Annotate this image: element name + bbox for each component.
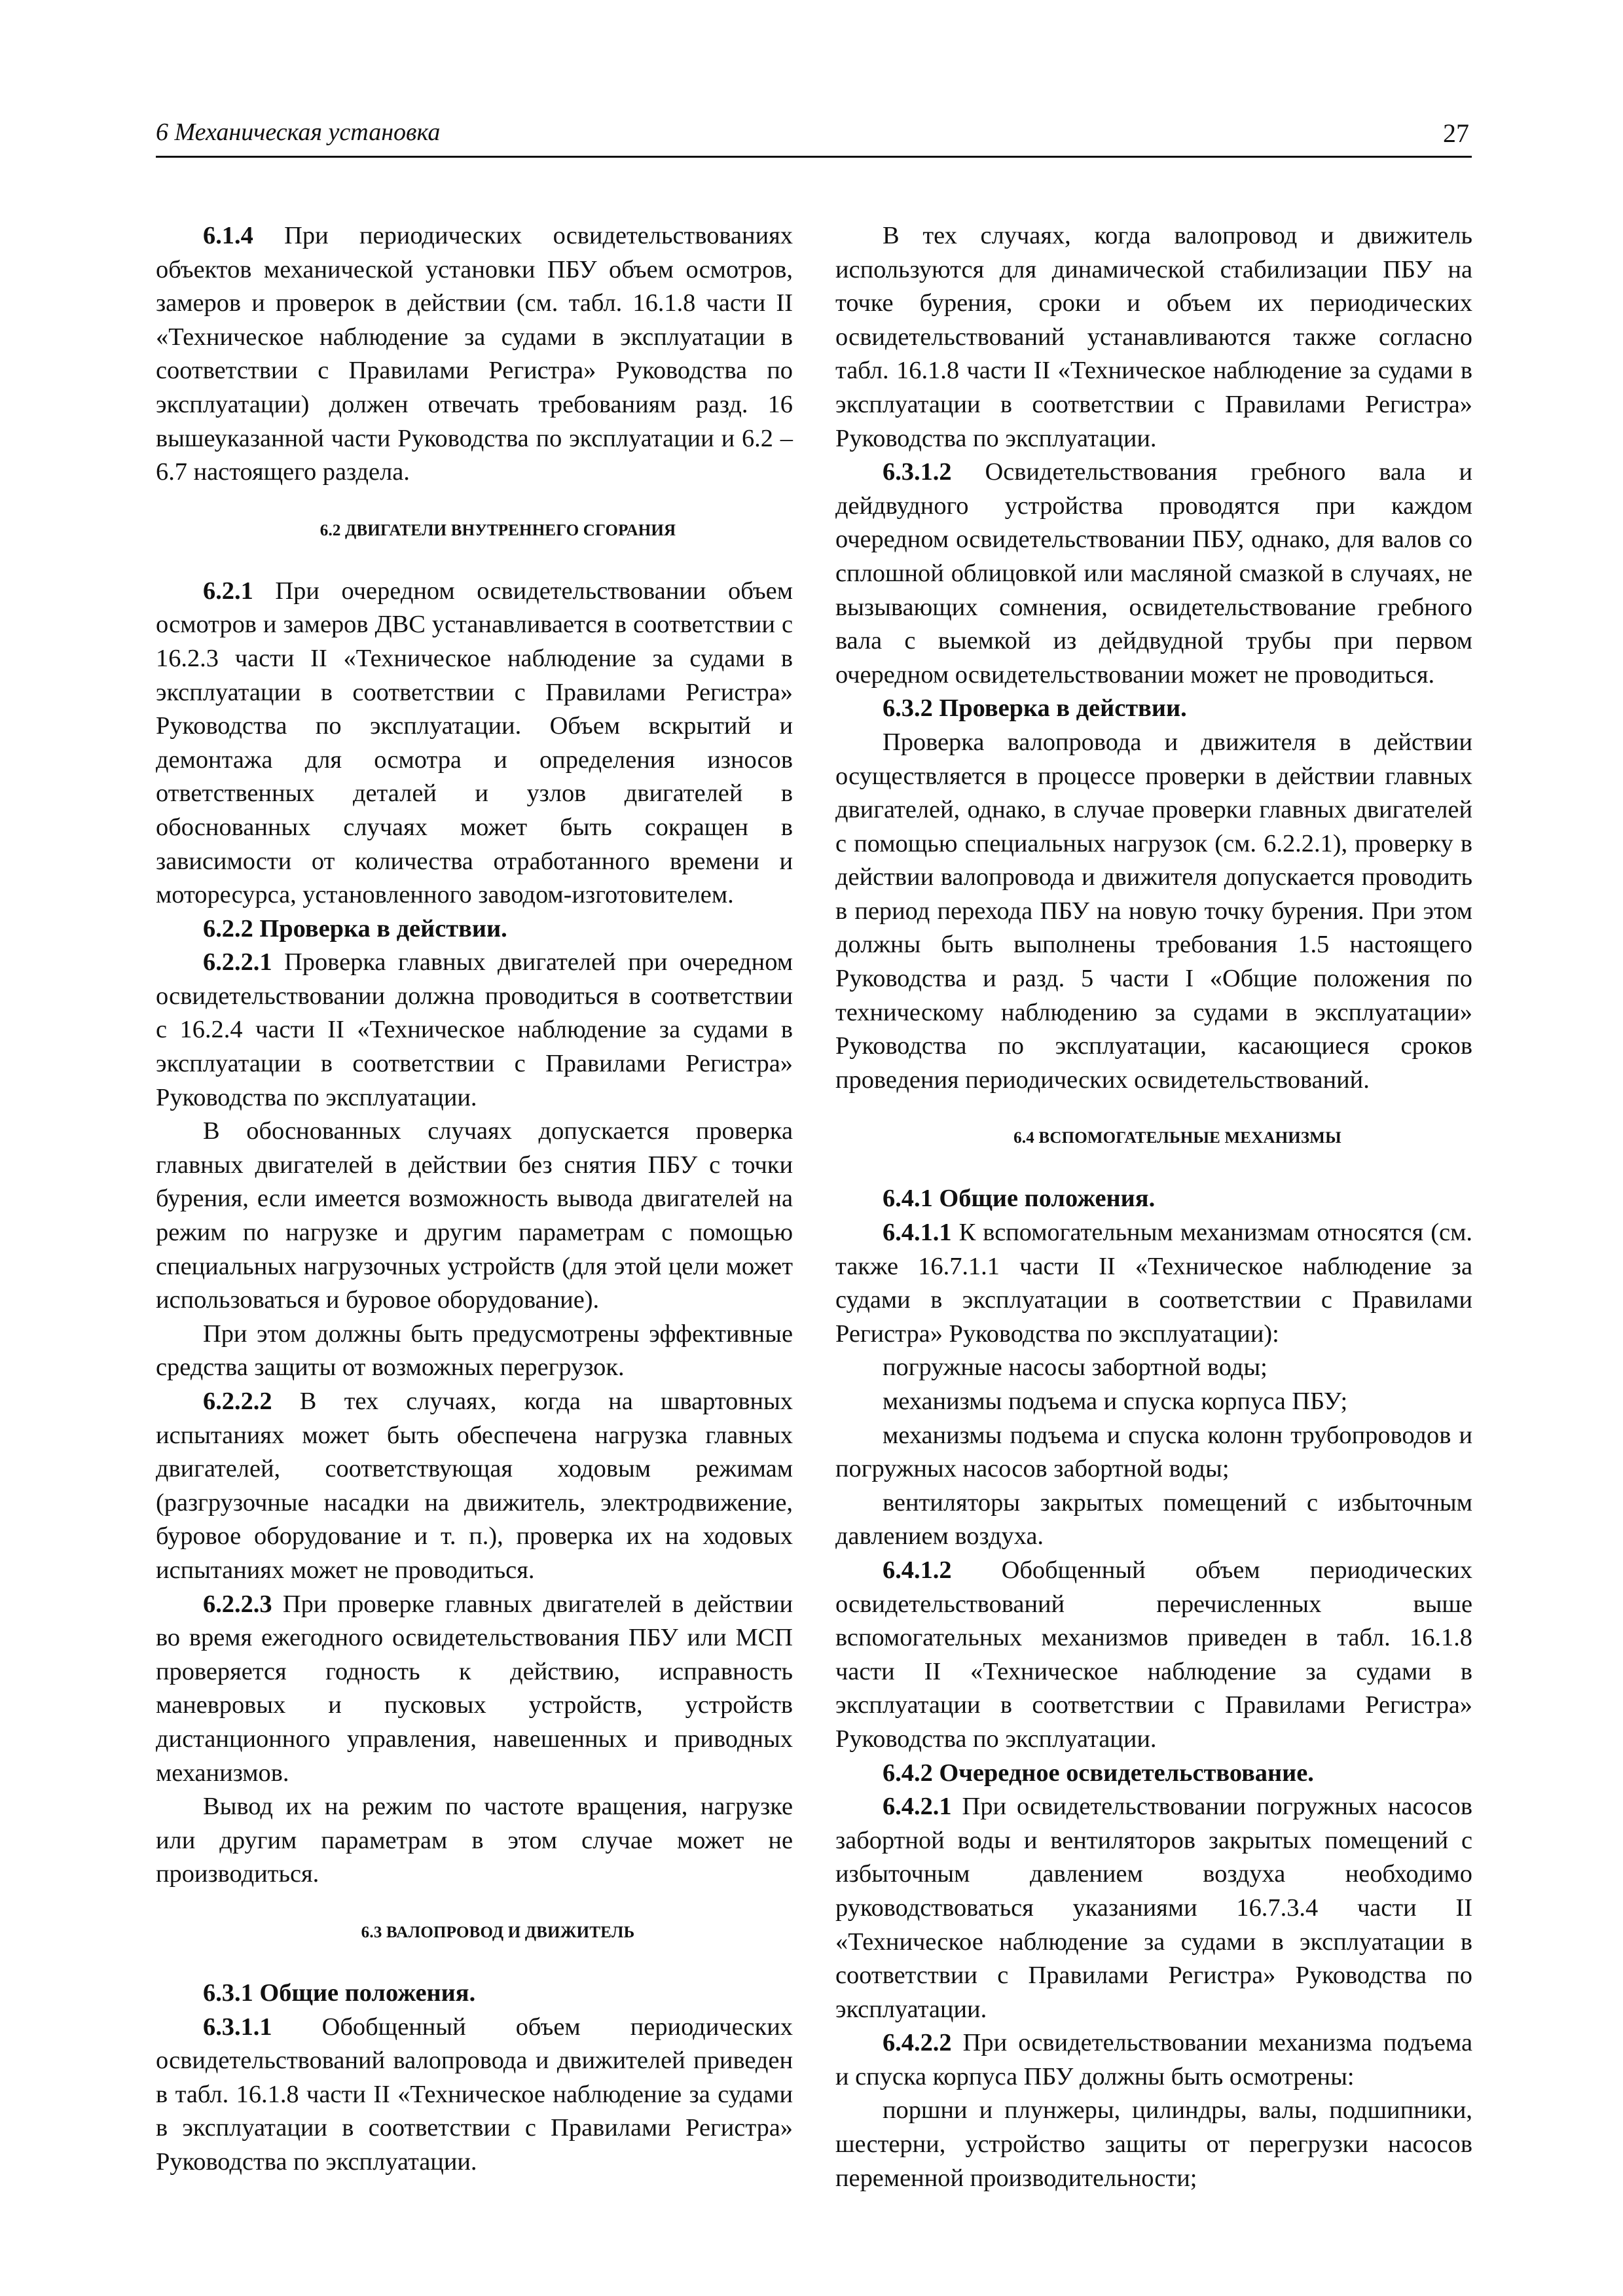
paragraph-text: Обобщенный объем периодических освидетельствований перечисленных выше вспомогательных механизмов приведен в табл. 16.1.8 части II «Техническое наблюдение за судами в эксплуатации в соответствии с Правилами Регистра» Руководства по эксплуатации. (835, 1556, 1472, 1753)
page-number: 27 (1443, 118, 1469, 148)
page-header (156, 117, 1472, 158)
paragraph-6-1-4 (156, 219, 793, 490)
paragraph-6-4-1-1 (835, 1216, 1472, 1351)
paragraph-text: Проверка главных двигателей при очередном освидетельствовании должна проводиться в соответствии с 16.2.4 части II «Техническое наблюдение за судами в эксплуатации в соответствии с Правилами Регистра» Руководства по эксплуатации. (156, 948, 793, 1111)
list-item: механизмы подъема и спуска колонн трубопроводов и погружных насосов забортной воды; (835, 1421, 1472, 1483)
paragraph-6-4-2-1 (835, 1790, 1472, 2026)
clause-number: 6.2.1 (203, 577, 253, 605)
paragraph-6-2-2-3 (156, 1588, 793, 1791)
section-title-6-3: 6.3 ВАЛОПРОВОД И ДВИЖИТЕЛЬ (361, 1923, 635, 1941)
clause-number: 6.4.2.1 (883, 1793, 952, 1821)
paragraph-text: При периодических освидетельствованиях объектов механической установки ПБУ объем осмотров, замеров и проверок в действии (см. табл. 16.1.8 части II «Техническое наблюдение за судами в эксплуатации в соответствии с Правилами Регистра» Руководства по эксплуатации) должен отвечать требованиям разд. 16 вышеуказанной части Руководства по эксплуатации и 6.2 – 6.7 настоящего раздела. (156, 222, 793, 486)
paragraph-dynamic-stabilization: В тех случаях, когда валопровод и движитель используются для динамической стабилизации ПБУ на точке бурения, сроки и объем их периодических освидетельствований устанавливаются также согласно табл. 16.1.8 части II «Техническое наблюдение за судами в эксплуатации в соответствии с Правилами Регистра» Руководства по эксплуатации. (835, 222, 1472, 452)
list-item: вентиляторы закрытых помещений с избыточным давлением воздуха. (835, 1488, 1472, 1551)
paragraph-6-3-1-1 (156, 2011, 793, 2179)
paragraph-6-4-1-2 (835, 1554, 1472, 1757)
clause-number: 6.3.1.1 (203, 2013, 272, 2041)
right-column (835, 219, 1472, 2195)
subheading-6-3-1 (156, 1977, 793, 2011)
paragraph-text: При освидетельствовании погружных насосов забортной воды и вентиляторов закрытых помещений с избыточным давлением воздуха необходимо руководствоваться указаниями 16.7.3.4 части II «Техническое наблюдение за судами в эксплуатации в соответствии с Правилами Регистра» Руководства по эксплуатации. (835, 1793, 1472, 2023)
paragraph-justified-cases: В обоснованных случаях допускается проверка главных двигателей в действии без снятия ПБУ с точки бурения, если имеется возможность вывода двигателей на режим по нагрузке и другим параметрам с помощью специальных нагрузочных устройств (для этой цели может использоваться и буровое оборудование). (156, 1117, 793, 1314)
subheading-6-4-1 (835, 1182, 1472, 1216)
clause-number: 6.2.2.2 (203, 1388, 272, 1415)
list-item: погружные насосы забортной воды; (883, 1354, 1267, 1382)
clause-number: 6.1.4 (203, 222, 253, 249)
clause-number: 6.4.1.2 (883, 1556, 952, 1584)
clause-number: 6.4.1.1 (883, 1219, 952, 1247)
paragraph-6-3-2: Проверка валопровода и движителя в действии осуществляется в процессе проверки в действии главных двигателей, однако, в случае проверки главных двигателей с помощью специальных нагрузок (см. 6.2.2.1), проверку в действии валопровода и движителя допускается проводить в период перехода ПБУ на новую точку бурения. При этом должны быть выполнены требования 1.5 настоящего Руководства и разд. 5 части I «Общие положения по техническому наблюдению за судами в эксплуатации» Руководства по эксплуатации, касающиеся сроков проведения периодических освидетельствований. (835, 728, 1472, 1094)
subheading-text: 6.2.2 Проверка в действии. (203, 914, 507, 942)
paragraph-text: При освидетельствовании механизма подъема и спуска корпуса ПБУ должны быть осмотрены: (835, 2029, 1472, 2090)
left-column (156, 219, 793, 2179)
paragraph-6-2-2-1 (156, 946, 793, 1115)
paragraph-6-4-2-2 (835, 2026, 1472, 2094)
subheading-6-4-2 (835, 1757, 1472, 1791)
paragraph-text: При проверке главных двигателей в действии во время ежегодного освидетельствования ПБУ или МСП проверяется годность к действию, исправность маневровых и пусковых устройств, устройств дистанционного управления, навешенных и приводных механизмов. (156, 1590, 793, 1787)
clause-number: 6.2.2.1 (203, 948, 272, 977)
paragraph-6-2-2-2 (156, 1385, 793, 1588)
paragraph-text: Освидетельствования гребного вала и дейдвудного устройства проводятся при каждом очередном освидетельствовании ПБУ, однако, для валов со сплошной облицовкой или масляной смазкой в случаях, не вызывающих сомнения, освидетельствование гребного вала с выемкой из дейдвудной трубы при первом очередном освидетельствовании может не проводиться. (835, 458, 1472, 689)
running-title: 6 Механическая установка (156, 118, 441, 146)
subheading-text: 6.4.1 Общие положения. (883, 1185, 1156, 1213)
paragraph-text: К вспомогательным механизмам относятся (см. также 16.7.1.1 части II «Техническое наблюдение за судами в эксплуатации в соответствии с Правилами Регистра» Руководства по эксплуатации): (835, 1219, 1472, 1348)
clause-number: 6.3.1.2 (883, 458, 952, 486)
list-item: механизмы подъема и спуска корпуса ПБУ; (883, 1388, 1348, 1415)
list-item: поршни и плунжеры, цилиндры, валы, подшипники, шестерни, устройство защиты от перегрузки насосов переменной производительности; (835, 2096, 1472, 2192)
subheading-6-2-2 (156, 912, 793, 946)
paragraph-output: Вывод их на режим по частоте вращения, нагрузке или другим параметрам в этом случае может не производиться. (156, 1793, 793, 1888)
section-title-6-2: 6.2 ДВИГАТЕЛИ ВНУТРЕННЕГО СГОРАНИЯ (319, 521, 676, 539)
section-title-6-4: 6.4 ВСПОМОГАТЕЛЬНЫЕ МЕХАНИЗМЫ (1013, 1129, 1341, 1147)
paragraph-6-2-1 (156, 575, 793, 912)
paragraph-text: В тех случаях, когда на швартовных испытаниях может быть обеспечена нагрузка главных двигателей, соответствующая ходовым режимам (разгрузочные насадки на движитель, электродвижение, буровое оборудование и т. п.), проверка их на ходовых испытаниях может не проводиться. (156, 1388, 793, 1584)
paragraph-6-3-1-2 (835, 456, 1472, 692)
subheading-text: 6.3.2 Проверка в действии. (883, 694, 1187, 723)
subheading-6-3-2 (835, 692, 1472, 726)
subheading-text: 6.4.2 Очередное освидетельствование. (883, 1759, 1314, 1787)
paragraph-text: При очередном освидетельствовании объем осмотров и замеров ДВС устанавливается в соответствии с 16.2.3 части II «Техническое наблюдение за судами в эксплуатации в соответствии с Правилами Регистра» Руководства по эксплуатации. Объем вскрытий и демонтажа для осмотра и определения износов ответственных деталей и узлов двигателей в обоснованных случаях может быть сокращен в зависимости от количества отработанного времени и моторесурса, установленного заводом-изготовителем. (156, 577, 793, 909)
clause-number: 6.4.2.2 (883, 2029, 952, 2057)
paragraph-protection: При этом должны быть предусмотрены эффективные средства защиты от возможных перегрузок. (156, 1319, 793, 1382)
subheading-text: 6.3.1 Общие положения. (203, 1979, 476, 2007)
clause-number: 6.2.2.3 (203, 1590, 272, 1618)
paragraph-text: Обобщенный объем периодических освидетельствований валопровода и движителей приведен в табл. 16.1.8 части II «Техническое наблюдение за судами в эксплуатации в соответствии с Правилами Регистра» Руководства по эксплуатации. (156, 2013, 793, 2176)
